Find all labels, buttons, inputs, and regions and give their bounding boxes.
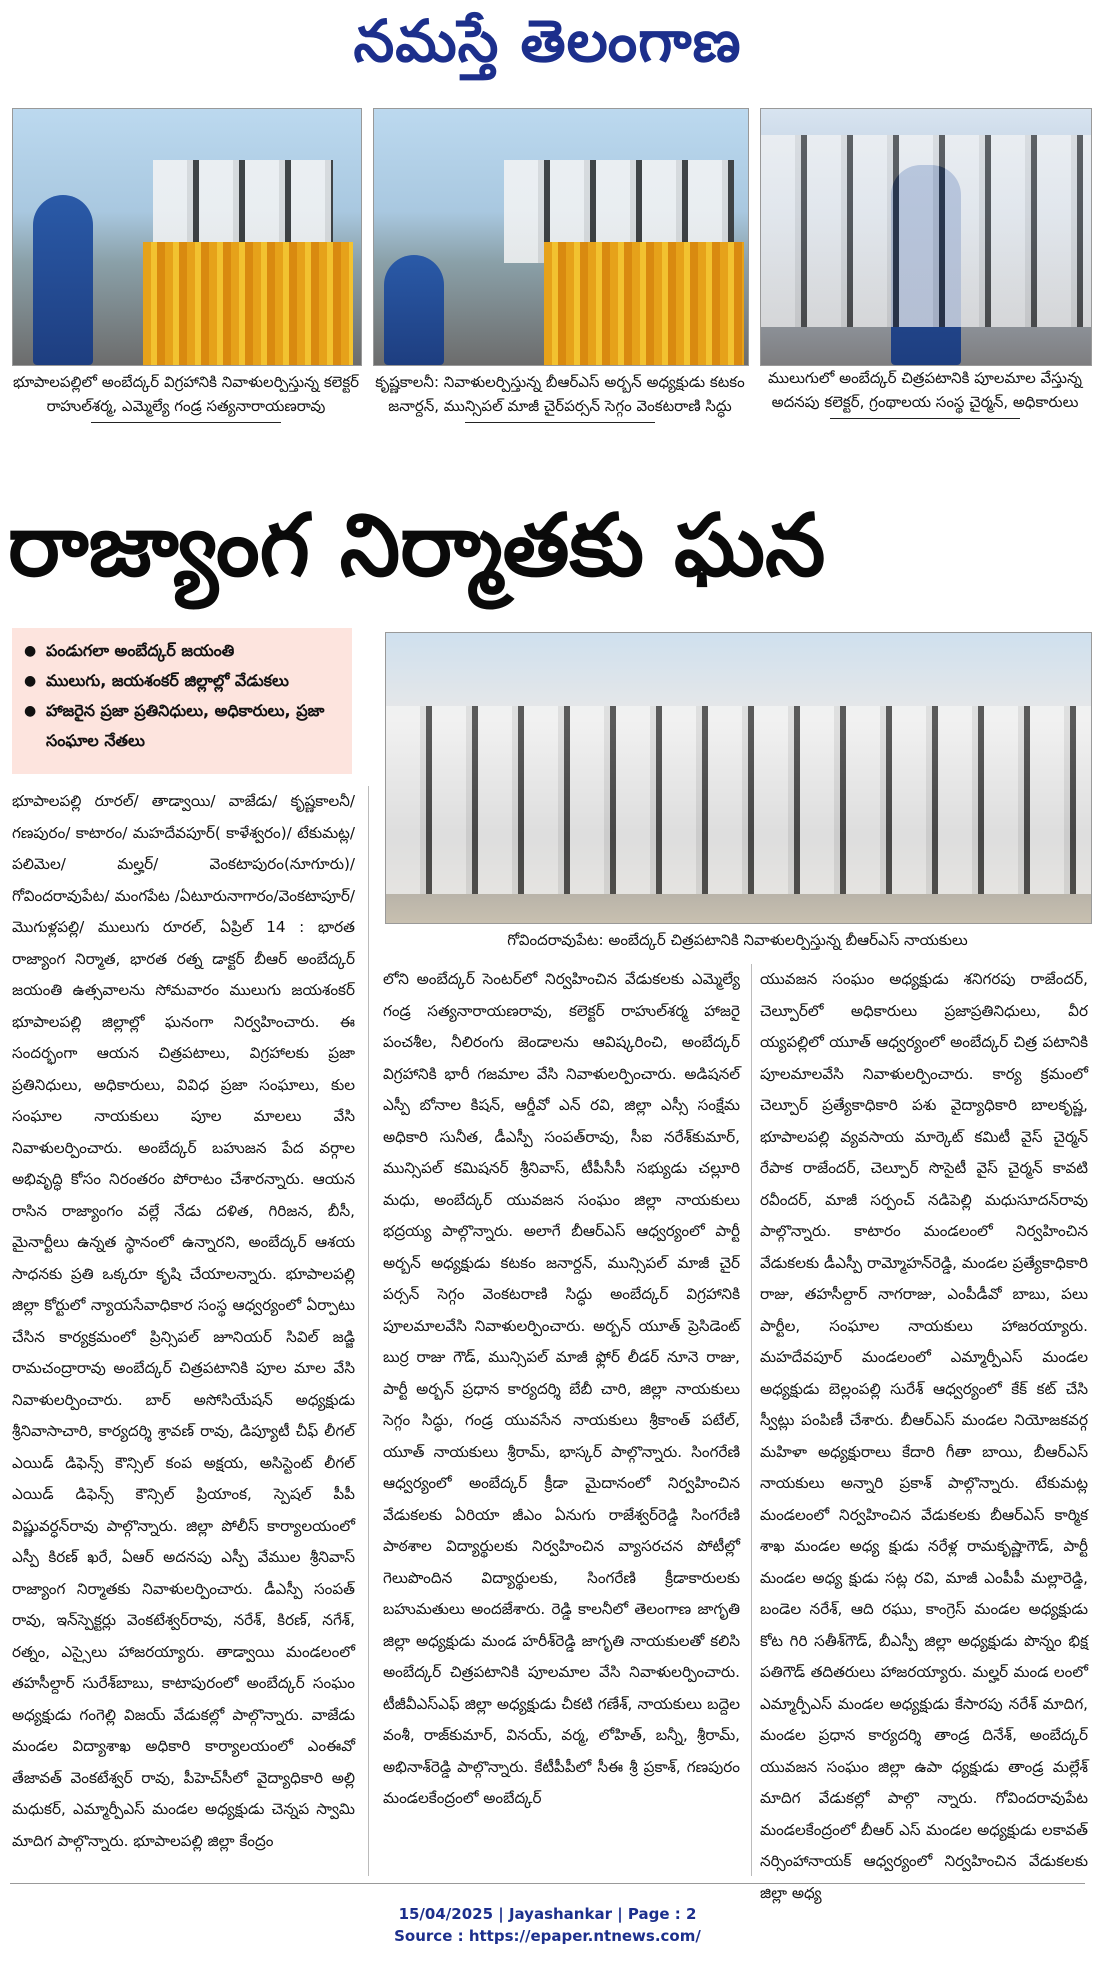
- photo-mulugu: [760, 108, 1092, 366]
- photo-krishnacolony: [373, 108, 749, 366]
- photo-govindaraopet: [385, 632, 1092, 924]
- masthead-title: నమస్తే తెలంగాణ: [353, 6, 742, 75]
- footer-edition-info: 15/04/2025 | Jayashankar | Page : 2: [398, 1905, 697, 1923]
- highlight-item: ● ములుగు, జయశంకర్ జిల్లాల్లో వేడుకలు: [22, 666, 342, 696]
- headline: రాజ్యాంగ నిర్మాతకు ఘన: [8, 496, 826, 596]
- article-column-2: లోని అంబేద్కర్ సెంటర్‌లో నిర్వహించిన వేడుకలకు ఎమ్మెల్యే గండ్ర సత్యనారాయణరావు, కలెక్టర్ రాహుల్‌శర్మ హాజరై పంచశీల, నీలిరంగు జెండాలను ఆవిష్కరించి, అంబేద్కర్ విగ్రహానికి భారీ గజమాల వేసి నివాళులర్పించారు. అడిషనల్ ఎస్పీ బోనాల కిషన్, ఆర్డీవో ఎన్ రవి, జిల్లా ఎస్సీ సంక్షేమ అధికారి సునీత, డీఎస్పీ సంపత్‌రావు, సీఐ నరేశ్‌కుమార్, మున్సిపల్ కమిషనర్ శ్రీనివాస్, టీపీసీసీ సభ్యుడు చల్లూరి మధు, అంబేద్కర్ యువజన సంఘం జిల్లా నాయకులు భద్రయ్య పాల్గొన్నారు. అలాగే బీఆర్‌ఎస్ ఆధ్వర్యంలో పార్టీ అర్బన్ అధ్యక్షుడు కటకం జనార్దన్, మున్సిపల్ మాజీ చైర్ పర్సన్ సెగ్గం వెంకటరాణి సిద్ధు అంబేద్కర్ విగ్రహానికి పూలమాలవేసి నివాళులర్పించారు. అర్బన్ యూత్ ప్రెసిడెంట్ బుర్ర రాజు గౌడ్, మున్సిపల్ మాజీ ఫ్లోర్ లీడర్ నూనె రాజు, పార్టీ అర్బన్ ప్రధాన కార్యదర్శి బేబీ చారి, జిల్లా నాయకులు సెగ్గం సిద్ధు, గండ్ర యువసేన నాయకులు శ్రీకాంత్ పటేల్, యూత్ నాయకులు శ్రీరామ్, భాస్కర్ పాల్గొన్నారు. సింగరేణి ఆధ్వర్యంలో అంబేద్కర్ క్రీడా మైదానంలో నిర్వహించిన వేడుకలకు ఏరియా జీఎం ఏనుగు రాజేశ్వర్‌రెడ్డి సింగరేణి పాఠశాల విద్యార్థులకు నిర్వహించిన వ్యాసరచన పోటీల్లో గెలుపొందిన విద్యార్థులకు, సింగరేణి క్రీడాకారులకు బహుమతులు అందజేశారు. రెడ్డి కాలనీలో తెలంగాణ జాగృతి జిల్లా అధ్యక్షుడు మండ హరీశ్‌రెడ్డి జాగృతి నాయకులతో కలిసి అంబేద్కర్ చిత్రపటానికి పూలమాల వేసి నివాళులర్పించారు. టీజీవీఎస్‌ఎఫ్ జిల్లా అధ్యక్షుడు చీకటి గణేశ్, నాయకులు బద్దెల వంశీ, రాజ్‌కుమార్, వినయ్, వర్మ, లోహిత్, బన్నీ, శ్రీరామ్, అభినాశ్‌రెడ్డి పాల్గొన్నారు. కేటీపీపీలో సీఈ శ్రీ ప్రకాశ్, గణపురం మండలకేంద్రంలో అంబేద్కర్: [383, 970, 740, 1807]
- footer: [0, 1903, 1095, 1947]
- footer-source-link[interactable]: Source : https://epaper.ntnews.com/: [394, 1927, 701, 1945]
- photo-bhupalapalli: [12, 108, 362, 366]
- photo-caption-4: గోవిందరావుపేట: అంబేద్కర్ చిత్రపటానికి నివాళులర్పిస్తున్న బీఆర్‌ఎస్ నాయకులు: [507, 931, 968, 949]
- masthead: [0, 0, 1095, 96]
- column-divider: [751, 964, 752, 1876]
- column-divider: [368, 786, 369, 1876]
- photo-caption-3: ములుగులో అంబేద్కర్ చిత్రపటానికి పూలమాల వేస్తున్న అదనపు కలెక్టర్, గ్రంథాలయ సంస్థ చైర్మన్, అధికారులు: [760, 366, 1090, 419]
- photo-caption-2: కృష్ణకాలనీ: నివాళులర్పిస్తున్న బీఆర్‌ఎస్ అర్బన్ అధ్యక్షుడు కటకం జనార్దన్, మున్సిపల్ మాజీ చైర్‌పర్సన్ సెగ్గం వెంకటరాణి సిద్ధు: [373, 370, 747, 423]
- highlights-box: [12, 628, 352, 774]
- photo-caption-1: భూపాలపల్లిలో అంబేద్కర్ విగ్రహానికి నివాళులర్పిస్తున్న కలెక్టర్ రాహుల్‌శర్మ, ఎమ్మెల్యే గండ్ర సత్యనారాయణరావు: [12, 370, 360, 423]
- article-column-1: భూపాలపల్లి రూరల్/ తాడ్వాయి/ వాజేడు/ కృష్ణకాలనీ/ గణపురం/ కాటారం/ మహదేవపూర్( కాళేశ్వరం)/ టేకుమట్ల/ పలిమెల/ మల్హర్/ వెంకటాపురం(నూగూరు)/ గోవిందరావుపేట/ మంగపేట /ఏటూరునాగారం/వెంకటాపూర్/ మొగుళ్లపల్లి/ ములుగు రూరల్, ఏప్రిల్ 14 : భారత రాజ్యాంగ నిర్మాత, భారత రత్న డాక్టర్ బీఆర్ అంబేద్కర్ జయంతి ఉత్సవాలను సోమవారం ములుగు జయశంకర్ భూపాలపల్లి జిల్లాల్లో ఘనంగా నిర్వహించారు. ఈ సందర్భంగా ఆయన చిత్రపటాలు, విగ్రహాలకు ప్రజా ప్రతినిధులు, అధికారులు, వివిధ ప్రజా సంఘాలు, కుల సంఘాల నాయకులు పూల మాలలు వేసి నివాళులర్పించారు. అంబేద్కర్ బహుజన పేద వర్గాల అభివృద్ధి కోసం నిరంతరం పోరాటం చేశారన్నారు. ఆయన రాసిన రాజ్యాంగం వల్లే నేడు దళిత, గిరిజన, బీసీ, మైనార్టీలు ఉన్నత స్థానంలో ఉన్నారని, అంబేద్కర్ ఆశయ సాధనకు ప్రతి ఒక్కరూ కృషి చేయాలన్నారు. భూపాలపల్లి జిల్లా కోర్టులో న్యాయసేవాధికార సంస్థ ఆధ్వర్యంలో ఏర్పాటు చేసిన కార్యక్రమంలో ప్రిన్సిపల్ జూనియర్ సివిల్ జడ్జి రామచంద్రారావు అంబేద్కర్ చిత్రపటానికి పూల మాల వేసి నివాళులర్పించారు. బార్ అసోసియేషన్ అధ్యక్షుడు శ్రీనివాసాచారి, కార్యదర్శి శ్రావణ్ రావు, డిప్యూటీ చీఫ్ లీగల్ ఎయిడ్ డిఫెన్స్ కౌన్సిల్ కంప అక్షయ, అసిస్టెంట్ లీగల్ ఎయిడ్ డిఫెన్స్ కౌన్సిల్ ప్రియాంక, స్పెషల్ పీపీ విష్ణువర్ధన్‌రావు పాల్గొన్నారు. జిల్లా పోలీస్ కార్యాలయంలో ఎస్పీ కిరణ్ ఖరే, ఏఆర్ అదనపు ఎస్పీ వేముల శ్రీనివాస్ రాజ్యాంగ నిర్మాతకు నివాళులర్పించారు. డీఎస్పీ సంపత్ రావు, ఇన్‌స్పెక్టర్లు వెంకటేశ్వర్‌రావు, నరేశ్, కిరణ్, నగేశ్, రత్నం, ఎస్సైలు హాజరయ్యారు. తాడ్వాయి మండలంలో తహసీల్దార్ సురేశ్‌బాబు, కాటాపురంలో అంబేద్కర్ సంఘం అధ్యక్షుడు గంగెల్లి విజయ్ వేడుకల్లో పాల్గొన్నారు. వాజేడు మండల విద్యాశాఖ అధికారి కార్యాలయంలో ఎంఈవో తేజావత్ వెంకటేశ్వర్ రావు, పీహెచ్‌సీలో వైద్యాధికారి అల్లి మధుకర్, ఎమ్మార్పీఎస్ మండల అధ్యక్షుడు చెన్నప స్వామి మాదిగ పాల్గొన్నారు. భూపాలపల్లి జిల్లా కేంద్రం: [12, 792, 355, 1850]
- article-column-3: యువజన సంఘం అధ్యక్షుడు శనిగరపు రాజేందర్, చెల్పూర్‌లో అధికారులు ప్రజాప్రతినిధులు, వీర య్యపల్లిలో యూత్ ఆధ్వర్యంలో అంబేద్కర్ చిత్ర పటానికి పూలమాలవేసి నివాళులర్పించారు. కార్య క్రమంలో చెల్పూర్ ప్రత్యేకాధికారి పశు వైద్యాధికారి బాలకృష్ణ, భూపాలపల్లి వ్యవసాయ మార్కెట్ కమిటీ వైస్ చైర్మన్ రేపాక రాజేందర్, చెల్పూర్ సొసైటీ వైస్ చైర్మన్ కావటి రవీందర్, మాజీ సర్పంచ్ నడిపెల్లి మధుసూదన్‌రావు పాల్గొన్నారు. కాటారం మండలంలో నిర్వహించిన వేడుకలకు డీఎస్పీ రామ్మోహన్‌రెడ్డి, మండల ప్రత్యేకాధికారి రాజు, తహసీల్దార్ నాగరాజు, ఎంపీడీవో బాబు, పలు పార్టీల, సంఘాల నాయకులు హాజరయ్యారు. మహదేవపూర్ మండలంలో ఎమ్మార్పీఎస్ మండల అధ్యక్షుడు బెల్లంపల్లి సురేశ్ ఆధ్వర్యంలో కేక్ కట్ చేసి స్వీట్లు పంపిణీ చేశారు. బీఆర్‌ఎస్ మండల నియోజకవర్గ మహిళా అధ్యక్షురాలు కేదారి గీతా బాయి, బీఆర్‌ఎస్ నాయకులు అన్నారి ప్రకాశ్ పాల్గొన్నారు. టేకుమట్ల మండలంలో నిర్వహించిన వేడుకలకు బీఆర్‌ఎస్ కార్మిక శాఖ మండల అధ్య క్షుడు నరేళ్ల రామకృష్ణాగౌడ్, పార్టీ మండల అధ్య క్షుడు సట్ల రవి, మాజీ ఎంపీపీ మల్లారెడ్డి, బండెల నరేశ్, ఆది రఘు, కాంగ్రెస్ మండల అధ్యక్షుడు కోట గిరి సతీశ్‌గౌడ్, బీఎస్పీ జిల్లా అధ్యక్షుడు పొన్నం భిక్ష పతిగౌడ్ తదితరులు హాజరయ్యారు. మల్హర్ మండ లంలో ఎమ్మార్పీఎస్ మండల అధ్యక్షుడు కేసారపు నరేశ్ మాదిగ, మండల ప్రధాన కార్యదర్శి తాండ్ర దినేశ్, అంబేద్కర్ యువజన సంఘం జిల్లా ఉపా ధ్యక్షుడు తాండ్ర మల్లేశ్ మాదిగ వేడుకల్లో పాల్గొ న్నారు. గోవిందరావుపేట మండలకేంద్రంలో బీఆర్ ఎస్ మండల అధ్యక్షుడు లకావత్ నర్సింహానాయక్ ఆధ్వర్యంలో నిర్వహించిన వేడుకలకు జిల్లా అధ్య: [760, 970, 1088, 1902]
- highlight-item: ● పండుగలా అంబేద్కర్ జయంతి: [22, 636, 342, 666]
- footer-divider: [10, 1883, 1085, 1884]
- highlight-item: ● హాజరైన ప్రజా ప్రతినిధులు, అధికారులు, ప్రజా సంఘాల నేతలు: [22, 696, 342, 756]
